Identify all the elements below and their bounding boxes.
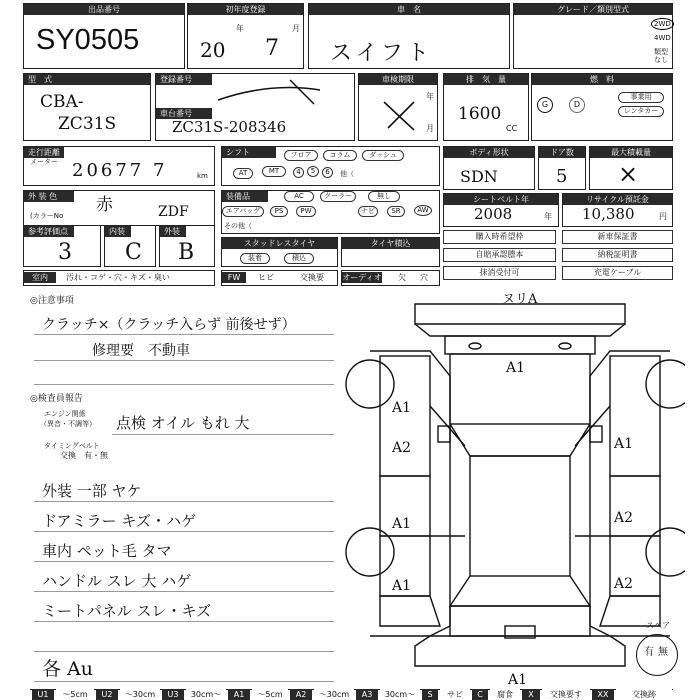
type-value-1: CBA- (40, 92, 84, 112)
car-name-header: 車 名 (309, 4, 509, 15)
interior-header: 内装 (105, 226, 131, 237)
timing-sub: 交換 有・無 (60, 451, 108, 460)
report-rule-7 (34, 681, 334, 682)
equip-navi: ナビ (358, 206, 378, 217)
regnum-strike (210, 78, 330, 106)
spare-label: スペア (646, 621, 670, 630)
report-rule-5 (34, 621, 334, 622)
body-value: SDN (460, 167, 498, 186)
grade-header: グレード／類別型式 (514, 4, 672, 15)
equip-sr: SR (387, 206, 405, 217)
report-item: ドアミラー キズ・ハゲ (42, 512, 197, 530)
equip-other: その他（ (224, 222, 252, 230)
legend-desc: 腐食 (490, 689, 520, 700)
seatbelt-header: シートベルト年 (444, 194, 558, 205)
audio-hole: 穴 (420, 273, 428, 282)
legend-desc: 30cm～ (186, 689, 226, 700)
km-unit: km (197, 172, 208, 180)
shift-other: 他（ (340, 170, 354, 178)
equip-cooler: クーラー (320, 191, 356, 202)
reg-year-header: 初年度登録 (188, 4, 303, 15)
report-item: ミートパネル スレ・キズ (42, 602, 212, 620)
seatbelt-value: 2008 (474, 205, 513, 223)
shift-6: 6 (322, 167, 333, 178)
displacement-value: 1600 (458, 104, 502, 124)
audio-missing: 欠 (398, 273, 406, 282)
meter-label: メーター (30, 158, 58, 166)
report-rule-6 (34, 651, 334, 652)
exterior-value: B (178, 240, 195, 265)
shift-column: コラム (323, 150, 357, 161)
report-rule-1 (34, 501, 334, 502)
diagram-label-roof: A1 (506, 360, 526, 376)
notes-rule-1 (34, 334, 334, 335)
legend-desc: 交換要す (542, 689, 590, 700)
equip-header: 装備品 (222, 191, 268, 202)
drive-4wd: 4WD (654, 34, 671, 42)
mileage-header: 走行距離 (24, 147, 64, 158)
rental-car: レンタカー (618, 106, 664, 117)
report-rule-2 (34, 531, 334, 532)
cc-unit: CC (506, 124, 518, 133)
notes-title: ◎注意事項 (30, 296, 74, 306)
tire-load-header: タイヤ積込 (342, 238, 439, 249)
reg-month-value: 7 (265, 36, 279, 61)
charge-cable: 充電ケーブル (562, 266, 673, 280)
lot-header: 出品番号 (24, 4, 184, 15)
inspection-header: 車検期限 (359, 74, 437, 85)
spare-value: 有 (644, 647, 654, 658)
engine-label: エンジン関係 (44, 410, 86, 418)
papers-self: 自賠承認謄本 (443, 248, 556, 262)
legend-key: C (472, 689, 488, 700)
papers-cancel: 抹消受付可 (443, 266, 556, 280)
ref-header: 参考評価点 (24, 226, 74, 237)
legend-desc: 30cm～ (380, 689, 420, 700)
shift-mt: MT (262, 166, 286, 177)
year-unit: 年 (236, 24, 244, 33)
regnum-header: 登録番号 (156, 74, 212, 85)
new-warranty: 新車保証書 (562, 230, 673, 244)
equip-pw: PW (296, 206, 316, 217)
inspector-title: ◎検査員報告 (30, 394, 83, 404)
audio-header: オーディオ (342, 273, 382, 282)
recycle-unit: 円 (659, 212, 667, 221)
color-code: ZDF (158, 204, 189, 220)
report-item: 各 Au (42, 658, 93, 680)
equip-ac: AC (284, 191, 314, 202)
legend-desc: ～30cm (314, 689, 354, 700)
engine-value: 点検 オイル もれ 大 (116, 414, 250, 432)
equip-aw: AW (414, 205, 432, 216)
report-rule-3 (34, 561, 334, 562)
fuel-header: 燃 料 (532, 74, 672, 85)
diagram-label-left-sill-rear: A1 (392, 578, 412, 594)
color-value: 赤 (96, 195, 113, 215)
tax-cert: 納税証明書 (562, 248, 673, 262)
spare-none: 無 (658, 647, 668, 658)
diagram-bottom-mark: A1 (508, 672, 528, 688)
diagram-label-right-mid: A2 (614, 510, 634, 526)
notes-rule-2 (34, 360, 334, 361)
diagram-label-left-rear-door: A2 (392, 440, 412, 456)
report-rule-4 (34, 591, 334, 592)
fw-crack: ヒビ (258, 273, 274, 282)
equip-ps: PS (270, 206, 288, 217)
mileage-value: 20677 7 (72, 160, 168, 181)
diagram-top-mark: ヌリA (502, 292, 538, 307)
legend-key: S (422, 689, 438, 700)
seatbelt-unit: 年 (544, 212, 552, 221)
shift-header: シフト (222, 147, 276, 158)
chassis-value: ZC31S-208346 (172, 118, 287, 136)
equip-airbag: エアバッグ (222, 206, 264, 217)
engine-sub: （異音・不調等） (40, 420, 96, 428)
fuel-d: D (569, 97, 585, 113)
legend-key: A1 (228, 689, 250, 700)
papers-pending: 購入時希望枠 (443, 230, 556, 244)
lot-number: SY0505 (36, 24, 140, 56)
engine-rule (112, 434, 334, 435)
legend-key: XX (592, 689, 614, 700)
recycle-header: リサイクル預託金 (563, 194, 672, 205)
legend-key: U1 (32, 689, 54, 700)
car-diagram (340, 296, 685, 686)
notes-line-1: クラッチ×（クラッチ入らず 前後せず） (42, 317, 296, 333)
inspection-strike (380, 96, 420, 136)
type-header: 型 式 (24, 74, 150, 85)
shift-at: AT (233, 168, 253, 179)
exterior-header: 外装 (160, 226, 186, 237)
reg-year-value: 20 (200, 38, 226, 62)
legend-key: A2 (290, 689, 312, 700)
chassis-header: 車台番号 (156, 108, 212, 119)
notes-rule-3 (34, 384, 334, 385)
legend-desc: ～5cm (252, 689, 288, 700)
diagram-label-left-front-door: A1 (392, 400, 412, 416)
ref-value: 3 (58, 240, 72, 265)
capacity-value: × (618, 160, 639, 188)
shift-4: 4 (293, 167, 304, 178)
model-none: 類型なし (654, 48, 668, 64)
studless-loaded: 積込 (284, 253, 314, 264)
legend-desc: ～5cm (56, 689, 94, 700)
doors-header: ドア数 (539, 147, 585, 158)
capacity-header: 最大積載量 (590, 147, 672, 158)
legend-key: U3 (162, 689, 184, 700)
business-use: 事業用 (618, 92, 664, 103)
legend-desc: ～30cm (120, 689, 160, 700)
diagram-label-right-front-door: A1 (614, 436, 634, 452)
timing-label: タイミングベルト (44, 442, 100, 450)
insp-year-unit: 年 (426, 92, 434, 101)
car-name-value: スイフト (330, 41, 433, 66)
legend-desc: 交換跡 (616, 689, 672, 700)
insp-month-unit: 月 (426, 124, 434, 133)
notes-line-2: 修理要 不動車 (92, 343, 190, 359)
studless-attached: 装着 (240, 253, 270, 264)
shift-floor: フロア (284, 150, 318, 161)
fw-header: FW (222, 272, 246, 283)
shift-5: 5 (307, 166, 319, 177)
color-no-label: (カラーNo (30, 212, 64, 220)
diagram-label-left-sill-front: A1 (392, 516, 412, 532)
legend-key: X (522, 689, 540, 700)
color-header: 外 装 色 (24, 191, 74, 202)
body-header: ボディ形状 (444, 147, 534, 158)
fw-repl: 交換要 (300, 273, 324, 282)
legend-key: A3 (356, 689, 378, 700)
doors-value: 5 (556, 166, 568, 187)
spare-circle (636, 634, 678, 676)
diagram-label-right-rear: A2 (614, 576, 634, 592)
cabin-text: 汚れ・コゲ・穴・キズ・臭い (66, 273, 170, 282)
cabin-header: 室内 (24, 272, 56, 283)
drive-2wd: 2WD (651, 18, 674, 30)
month-unit: 月 (292, 24, 300, 33)
equip-none: 無し (368, 191, 400, 202)
legend-desc: サビ (440, 689, 470, 700)
interior-value: C (125, 240, 142, 265)
displacement-header: 排 気 量 (444, 74, 528, 85)
legend-key: U2 (96, 689, 118, 700)
recycle-value: 10,380 (582, 205, 635, 223)
fuel-g-circle: G (537, 97, 553, 113)
report-item: ハンドル スレ 大 ハゲ (42, 572, 192, 590)
studless-header: スタッドレスタイヤ (222, 238, 337, 249)
type-value-2: ZC31S (58, 114, 117, 134)
report-item: 車内 ペット毛 タマ (42, 542, 172, 560)
shift-dash: ダッシュ (362, 150, 404, 161)
report-item: 外装 一部 ヤケ (42, 482, 142, 500)
